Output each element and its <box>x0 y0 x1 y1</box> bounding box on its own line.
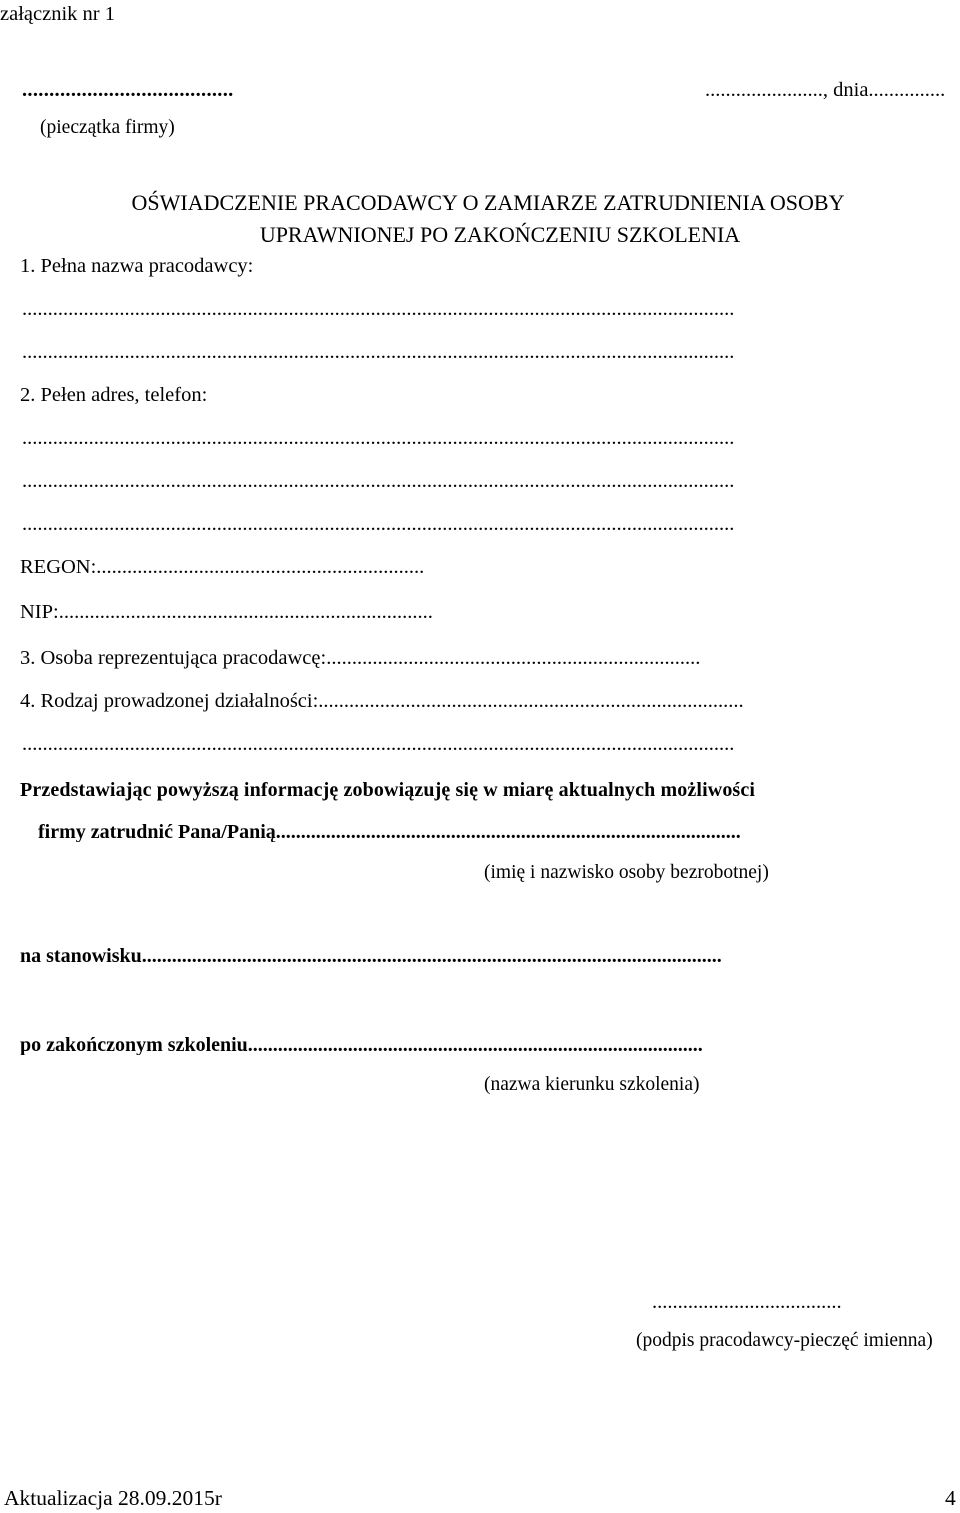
signature-line: ..................................... <box>652 1291 842 1313</box>
address-line-3: ........................................................................................................................................... <box>22 514 735 535</box>
declaration-line-2: firmy zatrudnić Pana/Panią............................................................................................. <box>38 822 741 842</box>
declaration-line-1: Przedstawiając powyższą informację zobowiązuję się w miarę aktualnych możliwości <box>20 779 756 801</box>
address-label: 2. Pełen adres, telefon: <box>20 384 208 406</box>
activity-line-2: ........................................................................................................................................... <box>22 734 735 755</box>
representative-field: 3. Osoba reprezentująca pracodawcę:......................................................................... <box>20 648 701 669</box>
nip-field: NIP:......................................................................... <box>20 602 433 623</box>
address-line-2: ........................................................................................................................................... <box>22 471 735 492</box>
address-line-1: ........................................................................................................................................... <box>22 428 735 449</box>
person-name-caption: (imię i nazwisko osoby bezrobotnej) <box>484 862 769 883</box>
update-date: Aktualizacja 28.09.2015r <box>4 1486 222 1510</box>
date-line: ......................., dnia............... <box>705 79 946 101</box>
signature-caption: (podpis pracodawcy-pieczęć imienna) <box>636 1330 933 1351</box>
employer-name-label: 1. Pełna nazwa pracodawcy: <box>20 255 254 277</box>
position-field: na stanowisku.................................................................................................................... <box>20 946 722 966</box>
training-caption: (nazwa kierunku szkolenia) <box>484 1074 700 1095</box>
document-title-line1: OŚWIADCZENIE PRACODAWCY O ZAMIARZE ZATRUDNIENIA OSOBY <box>131 190 845 215</box>
document-title-line2: UPRAWNIONEJ PO ZAKOŃCZENIU SZKOLENIA <box>259 222 741 247</box>
employer-name-line-1: ........................................................................................................................................... <box>22 299 735 320</box>
activity-field: 4. Rodzaj prowadzonej działalności:................................................................................... <box>20 691 744 712</box>
stamp-caption: (pieczątka firmy) <box>40 117 175 138</box>
annex-label: załącznik nr 1 <box>0 3 115 25</box>
employer-name-line-2: ........................................................................................................................................... <box>22 342 735 363</box>
stamp-line: ....................................... <box>22 79 234 101</box>
training-field: po zakończonym szkoleniu........................................................................................... <box>20 1035 703 1055</box>
regon-field: REGON:................................................................ <box>20 557 425 578</box>
page-number: 4 <box>945 1486 956 1510</box>
